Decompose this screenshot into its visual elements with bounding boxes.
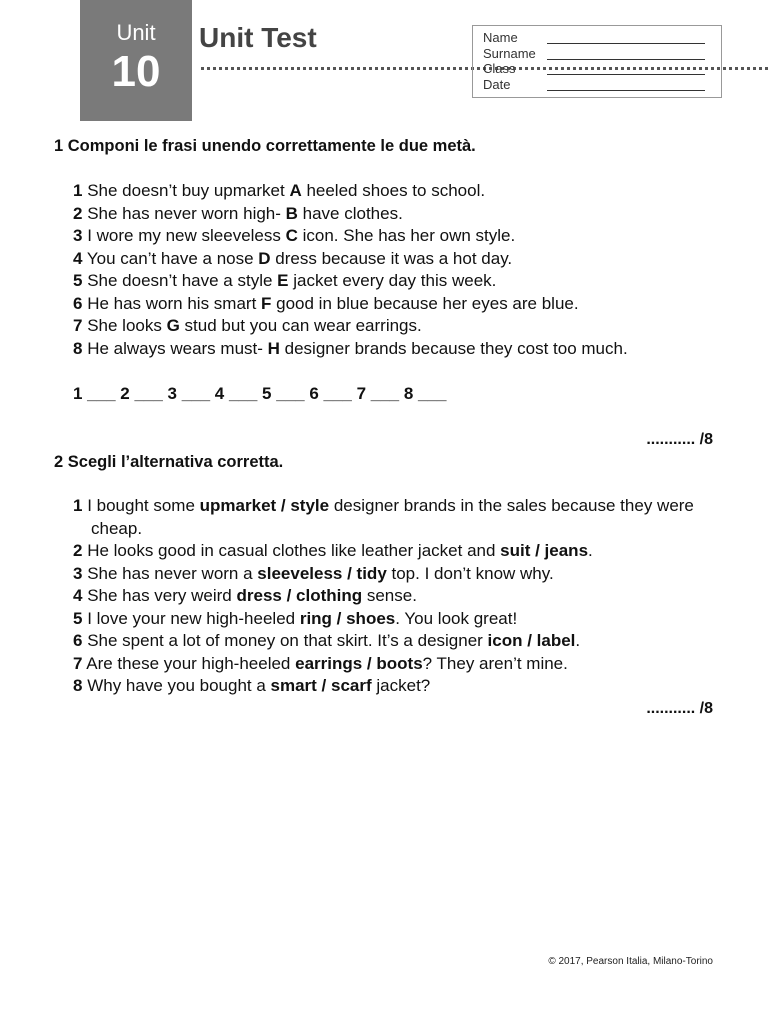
exercise-2-item: 1 I bought some upmarket / style designer brands in the sales because they were cheap. (73, 496, 694, 538)
choice-option[interactable]: dress / clothing (236, 586, 363, 605)
copyright-notice: © 2017, Pearson Italia, Milano-Torino (548, 956, 713, 967)
exercise-1-item: 5 She doesn’t have a style E jacket every day this week. (73, 271, 497, 290)
surname-label: Surname (483, 45, 536, 61)
choice-option[interactable]: suit / jeans (500, 541, 589, 560)
exercise-2-item: 7 Are these your high-heeled earrings / boots? They aren’t mine. (73, 653, 568, 673)
choice-option[interactable]: smart / scarf (270, 676, 372, 695)
choice-option[interactable]: sleeveless / tidy (257, 563, 387, 583)
student-info-box (472, 25, 722, 98)
exercise-2-item: 4 She has very weird dress / clothing sense. (73, 586, 417, 605)
class-line (547, 74, 705, 75)
name-field[interactable] (483, 30, 705, 45)
exercise-1-item: 3 I wore my new sleeveless C icon. She has her own style. (73, 226, 516, 245)
exercise-2-item: 5 I love your new high-heeled ring / shoes. You look great! (73, 608, 518, 628)
exercise-1-items (73, 180, 713, 360)
class-field[interactable] (483, 61, 705, 76)
choice-option[interactable]: ring / shoes (299, 608, 396, 628)
exercise-1-score: ........... /8 (646, 431, 713, 448)
choice-option[interactable]: earrings / boots (295, 653, 423, 673)
exercise-1-item: 2 She has never worn high- B have clothes. (73, 203, 403, 223)
date-line (547, 90, 705, 91)
name-line (547, 43, 705, 44)
date-field[interactable] (483, 77, 705, 92)
surname-field[interactable] (483, 46, 705, 61)
choice-option[interactable]: icon / label (487, 631, 576, 650)
class-label: Class (483, 61, 516, 76)
unit-number: 10 (111, 47, 161, 96)
name-label: Name (483, 30, 518, 45)
exercise-1-item: 7 She looks G stud but you can wear earrings. (73, 316, 422, 335)
exercise-2-item: 2 He looks good in casual clothes like leather jacket and suit / jeans. (73, 541, 593, 560)
unit-badge (80, 0, 192, 121)
page-title: Unit Test (199, 22, 317, 53)
exercise-2-item: 6 She spent a lot of money on that skirt. It’s a designer icon / label. (73, 631, 581, 650)
exercise-2-heading: 2 Scegli l’alternativa corretta. (54, 453, 284, 471)
exercise-2-items (73, 495, 713, 698)
choice-option[interactable]: upmarket / style (199, 496, 330, 515)
surname-line (547, 59, 705, 60)
exercise-1-item: 6 He has worn his smart F good in blue because her eyes are blue. (73, 293, 579, 313)
exercise-2-item: 8 Why have you bought a smart / scarf jacket? (73, 676, 431, 695)
exercise-1-item: 8 He always wears must- H designer brands because they cost too much. (73, 338, 628, 358)
exercise-2-item: 3 She has never worn a sleeveless / tidy top. I don’t know why. (73, 563, 554, 583)
exercise-1-item: 4 You can’t have a nose D dress because it was a hot day. (73, 248, 513, 268)
exercise-2-score: ........... /8 (646, 700, 713, 717)
unit-label: Unit (116, 20, 156, 45)
exercise-1-item: 1 She doesn’t buy upmarket A heeled shoes to school. (73, 181, 486, 200)
exercise-1-heading: 1 Componi le frasi unendo correttamente le due metà. (54, 137, 476, 155)
exercise-1-answer-blanks[interactable]: 1 ___ 2 ___ 3 ___ 4 ___ 5 ___ 6 ___ 7 ___ 8 ___ (73, 384, 447, 403)
date-label: Date (483, 76, 511, 92)
